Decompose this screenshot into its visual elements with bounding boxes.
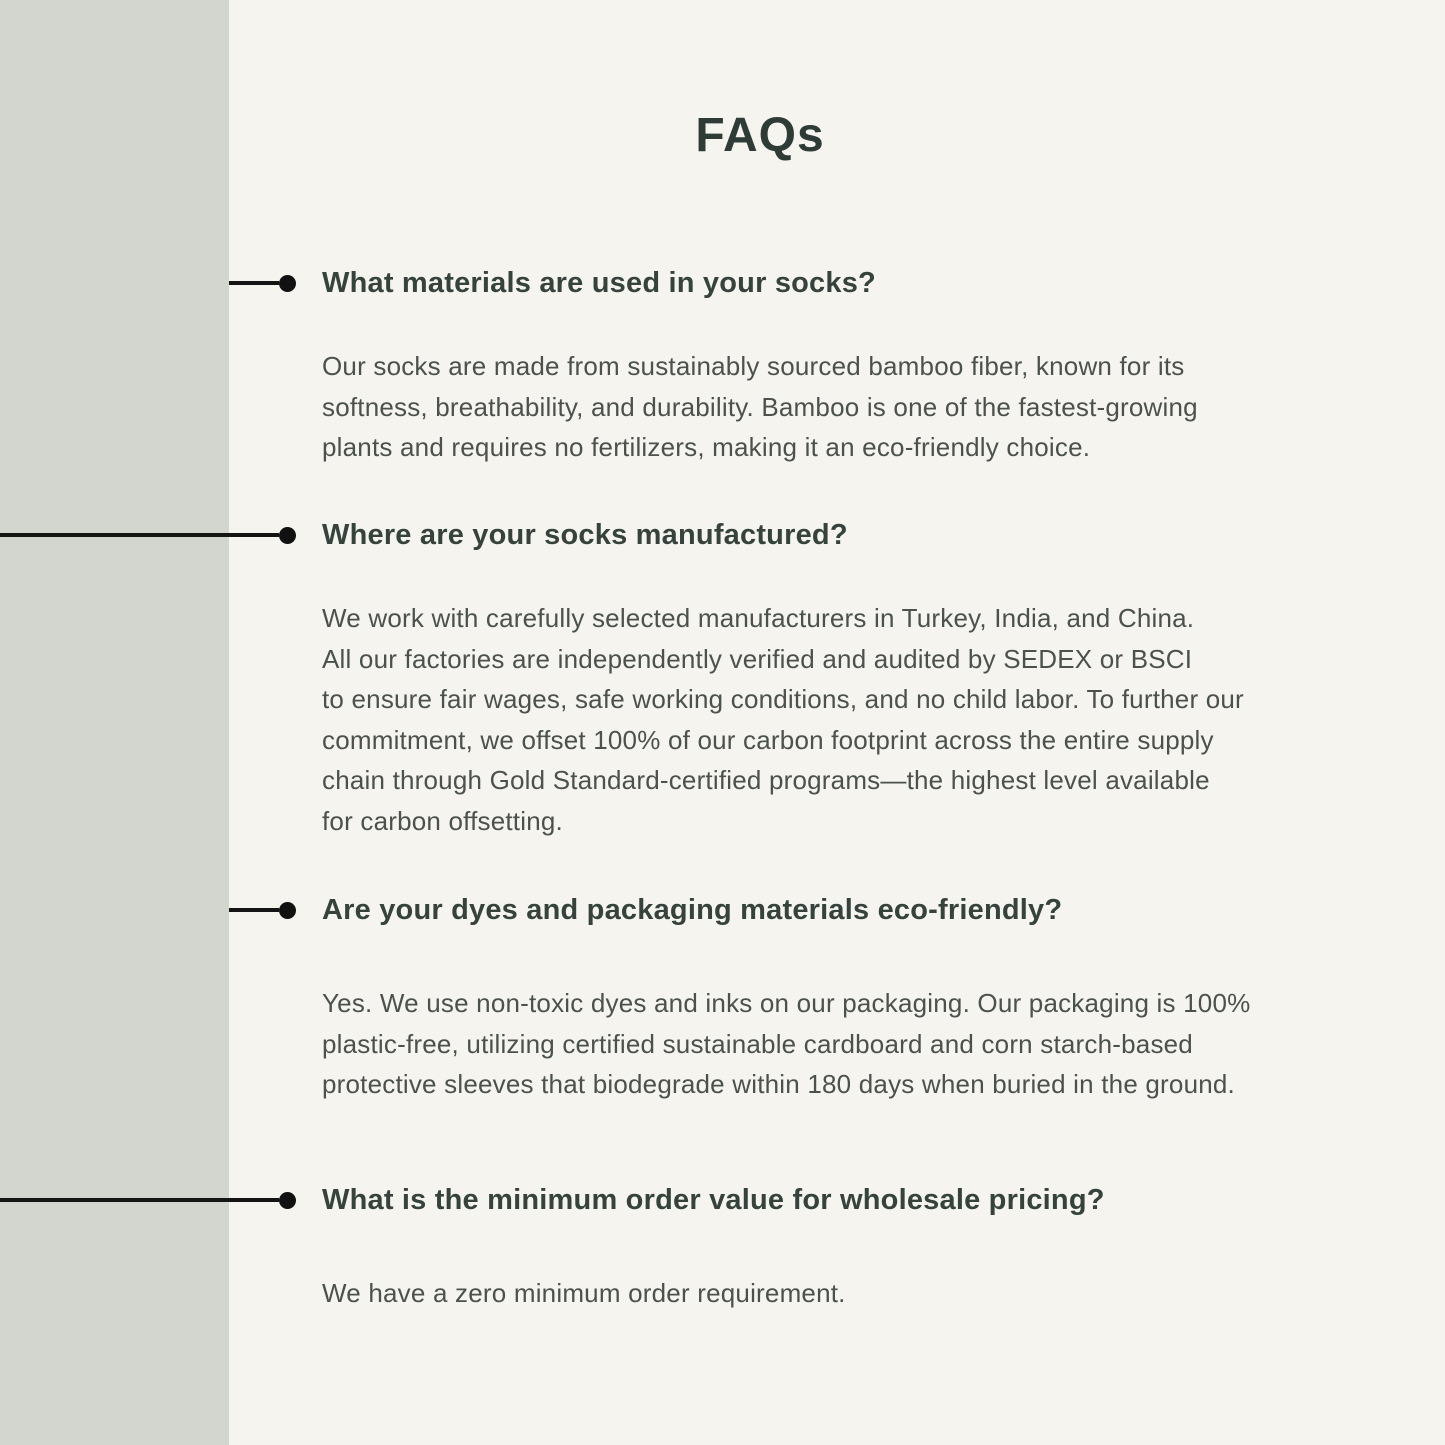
question-connector-line <box>229 908 279 912</box>
answer-line: softness, breathability, and durability. Bamboo is one of the fastest-growing <box>322 391 1198 422</box>
faq-question: What is the minimum order value for wholesale pricing? <box>322 1184 1105 1216</box>
bullet-dot <box>279 1192 296 1209</box>
bullet-dot <box>279 275 296 292</box>
faq-question: Are your dyes and packaging materials eco-friendly? <box>322 894 1063 926</box>
left-accent-bar <box>0 0 229 1445</box>
answer-line: protective sleeves that biodegrade within 180 days when buried in the ground. <box>322 1069 1235 1099</box>
question-connector-line <box>229 281 279 285</box>
answer-line: All our factories are independently verified and audited by SEDEX or BSCI <box>322 643 1193 674</box>
faq-question: What materials are used in your socks? <box>322 267 876 299</box>
answer-line: commitment, we offset 100% of our carbon footprint across the entire supply <box>322 724 1214 755</box>
bullet-dot <box>279 902 296 919</box>
answer-line: plastic-free, utilizing certified sustainable cardboard and corn starch-based <box>322 1028 1193 1059</box>
faq-answer <box>322 1273 1402 1314</box>
faq-answer <box>322 598 1402 841</box>
question-connector-line <box>0 1198 279 1202</box>
answer-line: Our socks are made from sustainably sourced bamboo fiber, known for its <box>322 351 1185 381</box>
answer-line: We have a zero minimum order requirement. <box>322 1278 846 1308</box>
faq-question: Where are your socks manufactured? <box>322 519 848 551</box>
answer-line: for carbon offsetting. <box>322 805 563 836</box>
question-connector-line <box>0 533 279 537</box>
answer-line: chain through Gold Standard-certified programs—the highest level available <box>322 765 1210 795</box>
answer-line: We work with carefully selected manufacturers in Turkey, India, and China. <box>322 603 1195 633</box>
faq-answer <box>322 983 1402 1105</box>
answer-line: plants and requires no fertilizers, making it an eco-friendly choice. <box>322 432 1091 462</box>
answer-line: to ensure fair wages, safe working conditions, and no child labor. To further our <box>322 684 1244 714</box>
faq-answer <box>322 346 1402 468</box>
page-title: FAQs <box>695 109 825 162</box>
answer-line: Yes. We use non-toxic dyes and inks on our packaging. Our packaging is 100% <box>322 988 1251 1018</box>
bullet-dot <box>279 527 296 544</box>
